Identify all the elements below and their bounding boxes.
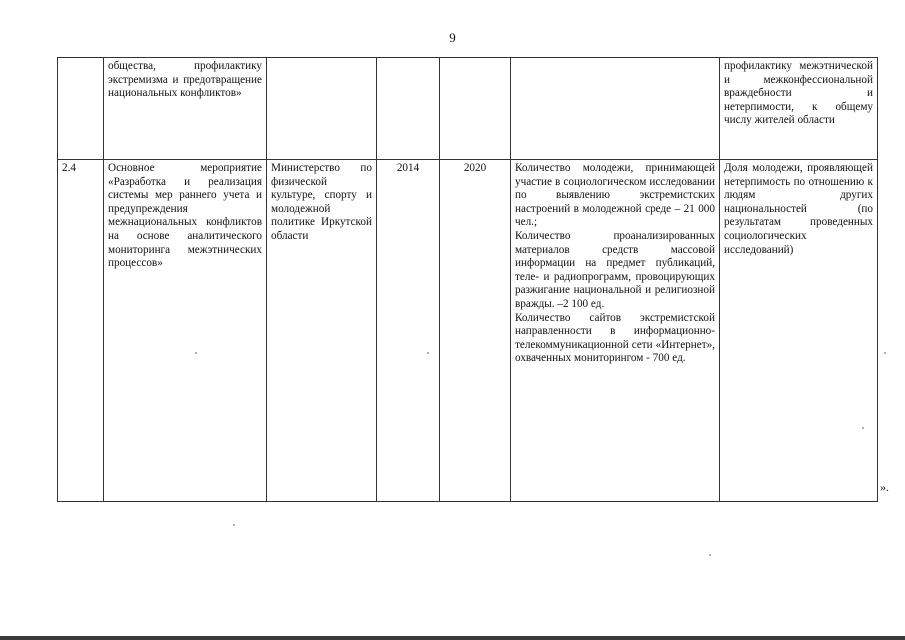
cell-number [58, 58, 104, 160]
scan-speck [427, 352, 429, 354]
scan-speck [884, 352, 886, 354]
indicator-media-analysis: Количество проанализированных материалов средств массовой информации на предмет публикаций, теле- и радиопрограмм, провоцирующих разжигание национальной и религиозной вражды. –2 100 ед. [515, 229, 715, 310]
closing-quote-mark: ». [880, 480, 889, 494]
cell-expected-result: Доля молодежи, проявляющей нетерпимость по отношению к людям других национальностей (по результатам проведенных социологических исследований) [720, 160, 878, 502]
scan-speck [195, 352, 197, 354]
scan-speck [709, 554, 711, 556]
cell-end-year [440, 58, 511, 160]
cell-indicators [511, 58, 720, 160]
cell-activity-name: Основное мероприятие «Разработка и реализация системы мер раннего учета и предупреждения межнациональных конфликтов на основе аналитического мониторинга межэтнических процессов» [104, 160, 267, 502]
cell-number: 2.4 [58, 160, 104, 502]
scan-bottom-edge [0, 636, 905, 640]
cell-expected-result: профилактику межэтнической и межконфессиональной враждебности и нетерпимости, к общему числу жителей области [720, 58, 878, 160]
cell-activity-name: общества, профилактику экстремизма и предотвращение национальных конфликтов» [104, 58, 267, 160]
cell-end-year: 2020 [440, 160, 511, 502]
cell-start-year [377, 58, 440, 160]
page-number: 9 [449, 30, 456, 45]
indicator-youth-survey: Количество молодежи, принимающей участие в социологическом исследовании по выявлению экстремистских настроений в молодежной среде – 21 000 чел.; [515, 162, 715, 229]
cell-start-year: 2014 [377, 160, 440, 502]
table-row-continuation [58, 58, 878, 160]
cell-executor: Министерство по физической культуре, спорту и молодежной политике Иркутской области [267, 160, 377, 502]
cell-executor [267, 58, 377, 160]
table-row-2-4 [58, 160, 878, 502]
program-table [57, 57, 878, 502]
indicator-extremist-sites: Количество сайтов экстремистской направленности в информационно-телекоммуникационной сети «Интернет», охваченных мониторингом - 700 ед. [515, 311, 715, 365]
scan-speck [862, 427, 864, 429]
cell-indicators [511, 160, 720, 502]
scan-speck [233, 524, 235, 526]
